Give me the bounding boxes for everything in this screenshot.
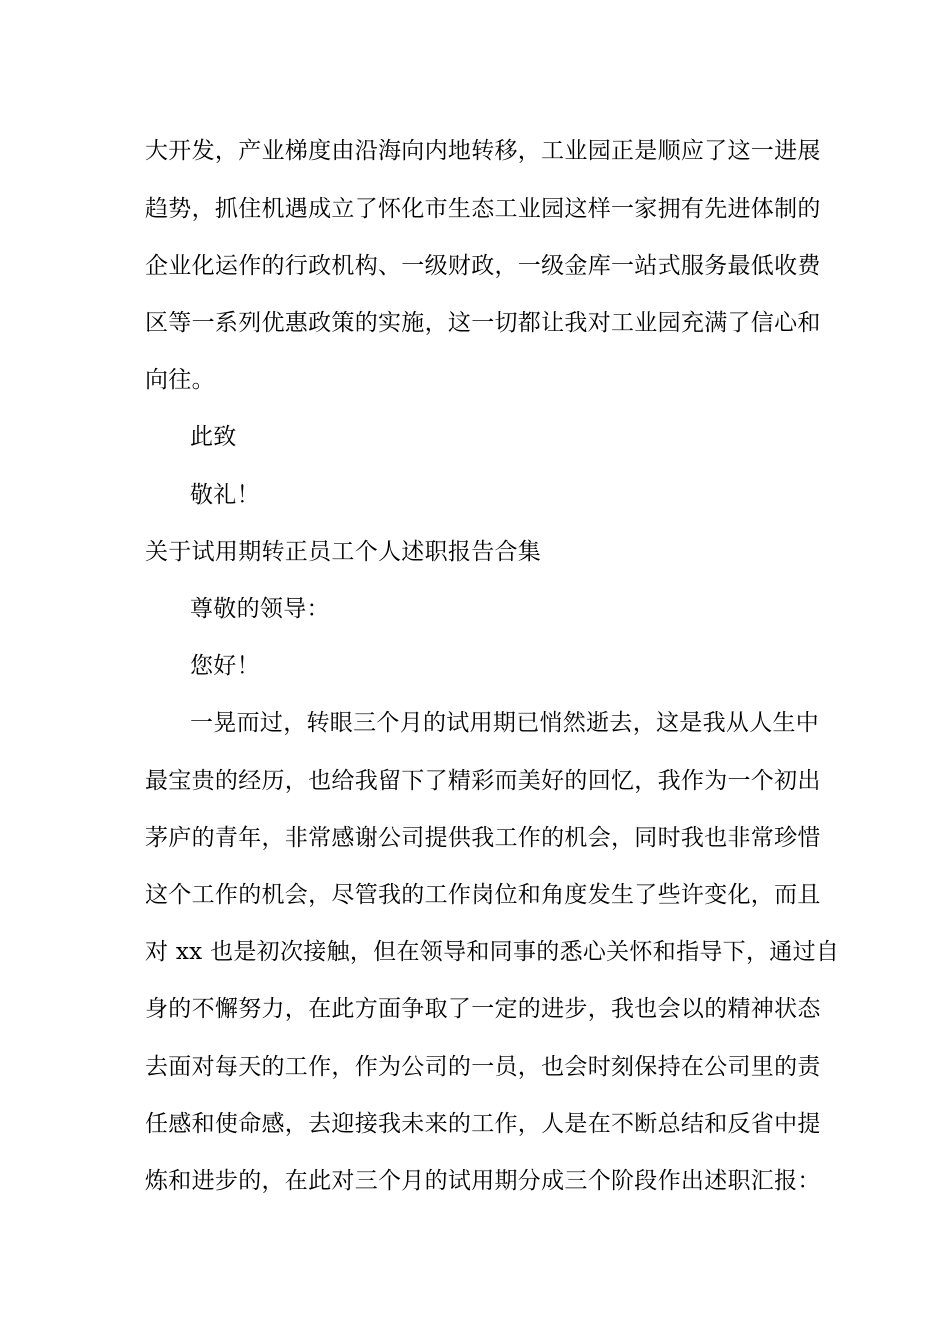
paragraph-line: 对 xx 也是初次接触，但在领导和同事的悉心关怀和指导下，通过自 — [145, 939, 840, 965]
paragraph-line: 一晃而过，转眼三个月的试用期已悄然逝去，这是我从人生中 — [190, 710, 820, 736]
paragraph-line: 企业化运作的行政机构、一级财政，一级金库一站式服务最低收费 — [145, 253, 821, 279]
paragraph-line: 任感和使命感，去迎接我未来的工作，人是在不断总结和反省中提 — [145, 1111, 821, 1137]
greeting: 您好！ — [190, 653, 260, 679]
paragraph-line: 向往。 — [145, 367, 215, 393]
paragraph-line: 趋势，抓住机遇成立了怀化市生态工业园这样一家拥有先进体制的 — [145, 196, 821, 222]
paragraph-line: 身的不懈努力，在此方面争取了一定的进步，我也会以的精神状态 — [145, 996, 821, 1022]
closing-line-2: 敬礼！ — [190, 482, 260, 508]
section-title: 关于试用期转正员工个人述职报告合集 — [145, 539, 542, 565]
paragraph-line: 炼和进步的，在此对三个月的试用期分成三个阶段作出述职汇报： — [145, 1168, 821, 1194]
paragraph-line: 最宝贵的经历，也给我留下了精彩而美好的回忆，我作为一个初出 — [145, 768, 821, 794]
closing-line-1: 此致 — [190, 424, 237, 450]
salutation: 尊敬的领导： — [190, 596, 330, 622]
paragraph-line: 区等一系列优惠政策的实施，这一切都让我对工业园充满了信心和 — [145, 310, 821, 336]
paragraph-line: 茅庐的青年，非常感谢公司提供我工作的机会，同时我也非常珍惜 — [145, 825, 821, 851]
paragraph-line: 大开发，产业梯度由沿海向内地转移，工业园正是顺应了这一进展 — [145, 138, 821, 164]
paragraph-line: 这个工作的机会，尽管我的工作岗位和角度发生了些许变化，而且 — [145, 882, 821, 908]
paragraph-line: 去面对每天的工作，作为公司的一员，也会时刻保持在公司里的责 — [145, 1054, 821, 1080]
